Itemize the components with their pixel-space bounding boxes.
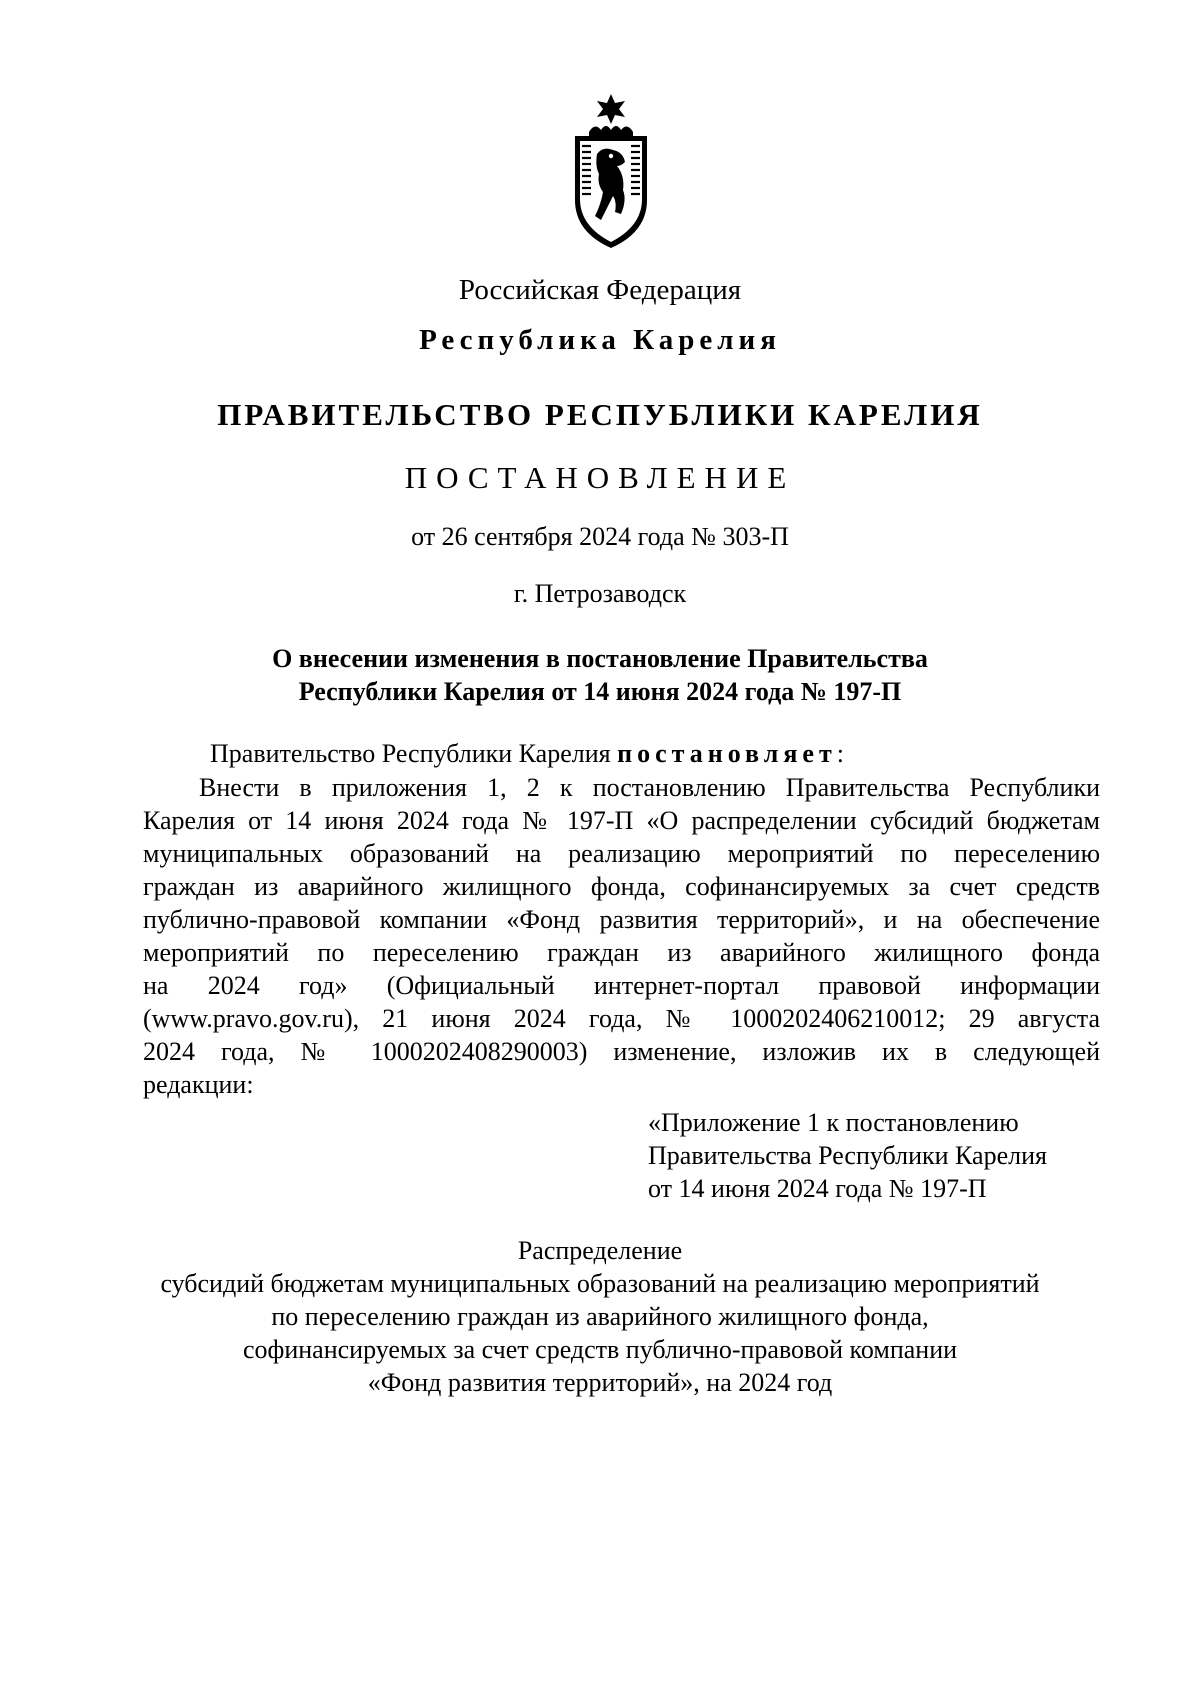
attachment-line: от 14 июня 2024 года № 197-П bbox=[648, 1174, 987, 1203]
attachment-header bbox=[648, 1106, 1047, 1205]
country-name: Российская Федерация bbox=[458, 274, 742, 306]
paragraph-line: 2024 года, № 1000202408290003) изменение, изложив их в следующей bbox=[143, 1037, 1100, 1066]
emblem-star bbox=[597, 94, 625, 124]
distribution-title bbox=[0, 1234, 1200, 1399]
paragraph-line: Внести в приложения 1, 2 к постановлению Правительства Республики bbox=[199, 773, 1100, 802]
paragraph-line: муниципальных образований на реализацию мероприятий по переселению bbox=[143, 839, 1100, 868]
preamble-colon: : bbox=[836, 739, 844, 768]
document-city: г. Петрозаводск bbox=[513, 579, 687, 608]
document-date-number: от 26 сентября 2024 года № 303-П bbox=[411, 522, 789, 551]
government-title: ПРАВИТЕЛЬСТВО РЕСПУБЛИКИ КАРЕЛИЯ bbox=[217, 397, 983, 432]
paragraph-line: редакции: bbox=[143, 1070, 254, 1099]
paragraph-line: (www.pravo.gov.ru), 21 июня 2024 года, № 1000202406210012; 29 августа bbox=[143, 1004, 1100, 1033]
paragraph-line: граждан из аварийного жилищного фонда, софинансируемых за счет средств bbox=[143, 872, 1100, 901]
distribution-line: софинансируемых за счет средств публично-правовой компании bbox=[242, 1335, 958, 1364]
subject-line: Республики Карелия от 14 июня 2024 года № 197-П bbox=[298, 677, 902, 706]
preamble-text: Правительство Республики Карелия bbox=[210, 739, 618, 768]
distribution-line: «Фонд развития территорий», на 2024 год bbox=[367, 1368, 833, 1397]
document-subject bbox=[0, 642, 1200, 708]
coat-of-arms-emblem bbox=[567, 92, 655, 250]
paragraph-line: Карелия от 14 июня 2024 года № 197-П «О распределении субсидий бюджетам bbox=[143, 806, 1100, 835]
preamble-keyword: постановляет bbox=[617, 739, 837, 768]
distribution-line: Распределение bbox=[517, 1236, 683, 1265]
document-type: ПОСТАНОВЛЕНИЕ bbox=[404, 460, 796, 495]
republic-name: Республика Карелия bbox=[419, 324, 781, 356]
paragraph-line: публично-правовой компании «Фонд развития территорий», и на обеспечение bbox=[143, 905, 1100, 934]
attachment-line: «Приложение 1 к постановлению bbox=[648, 1108, 1019, 1137]
distribution-line: субсидий бюджетам муниципальных образований на реализацию мероприятий bbox=[160, 1269, 1040, 1298]
main-paragraph bbox=[143, 771, 1100, 1101]
distribution-line: по переселению граждан из аварийного жилищного фонда, bbox=[271, 1302, 929, 1331]
attachment-line: Правительства Республики Карелия bbox=[648, 1141, 1047, 1170]
subject-line: О внесении изменения в постановление Правительства bbox=[272, 644, 928, 673]
preamble-paragraph bbox=[143, 737, 1167, 770]
paragraph-line: на 2024 год» (Официальный интернет-портал правовой информации bbox=[143, 971, 1100, 1000]
paragraph-line: мероприятий по переселению граждан из аварийного жилищного фонда bbox=[143, 938, 1100, 967]
